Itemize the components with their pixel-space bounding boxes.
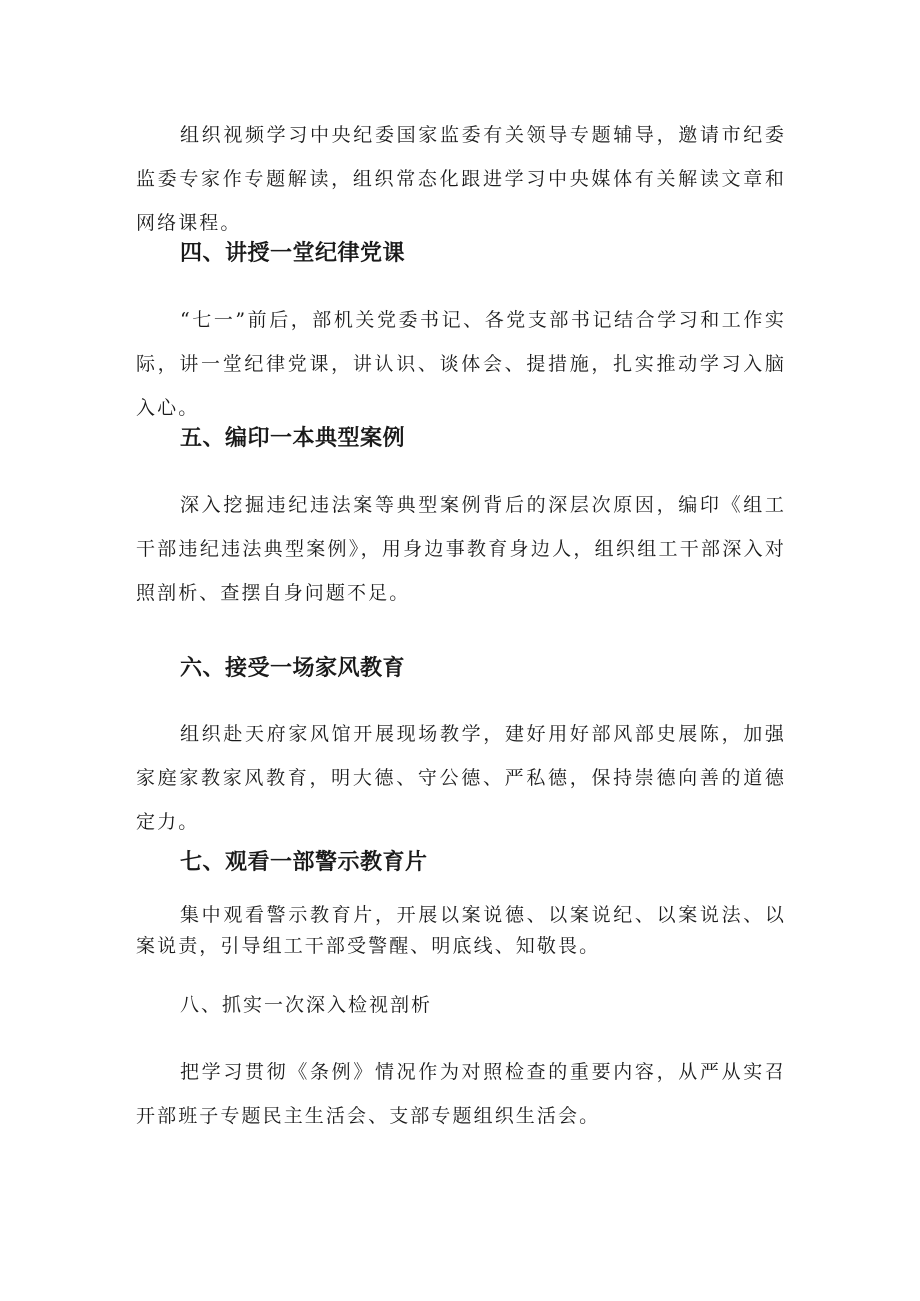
section-7-heading: 七、观看一部警示教育片 [180, 850, 428, 875]
section-5-body: 深入挖掘违纪违法案等典型案例背后的深层次原因，编印《组工干部违纪违法典型案例》，用身边事教育身边人，组织组工干部深入对照剖析、查摆自身问题不足。 [136, 494, 786, 604]
section-6-heading: 六、接受一场家风教育 [180, 656, 406, 681]
section-6-body: 组织赴天府家风馆开展现场教学，建好用好部风部史展陈，加强家庭家教家风教育，明大德、守公德、严私德，保持崇德向善的道德定力。 [136, 723, 786, 833]
section-4-heading: 四、讲授一堂纪律党课 [180, 241, 406, 266]
section-5-heading: 五、编印一本典型案例 [180, 426, 406, 451]
paragraph-video-study: 组织视频学习中央纪委国家监委有关领导专题辅导，邀请市纪委监委专家作专题解读，组织常态化跟进学习中央媒体有关解读文章和网络课程。 [136, 124, 786, 234]
section-8-body: 把学习贯彻《条例》情况作为对照检查的重要内容，从严从实召开部班子专题民主生活会、支部专题组织生活会。 [136, 1061, 786, 1127]
section-7-body: 集中观看警示教育片，开展以案说德、以案说纪、以案说法、以案说责，引导组工干部受警醒、明底线、知敬畏。 [136, 904, 786, 957]
section-8-heading: 八、抓实一次深入检视剖析 [180, 994, 433, 1016]
section-4-body: “七一”前后，部机关党委书记、各党支部书记结合学习和工作实际，讲一堂纪律党课，讲认识、谈体会、提措施，扎实推动学习入脑入心。 [136, 309, 786, 419]
